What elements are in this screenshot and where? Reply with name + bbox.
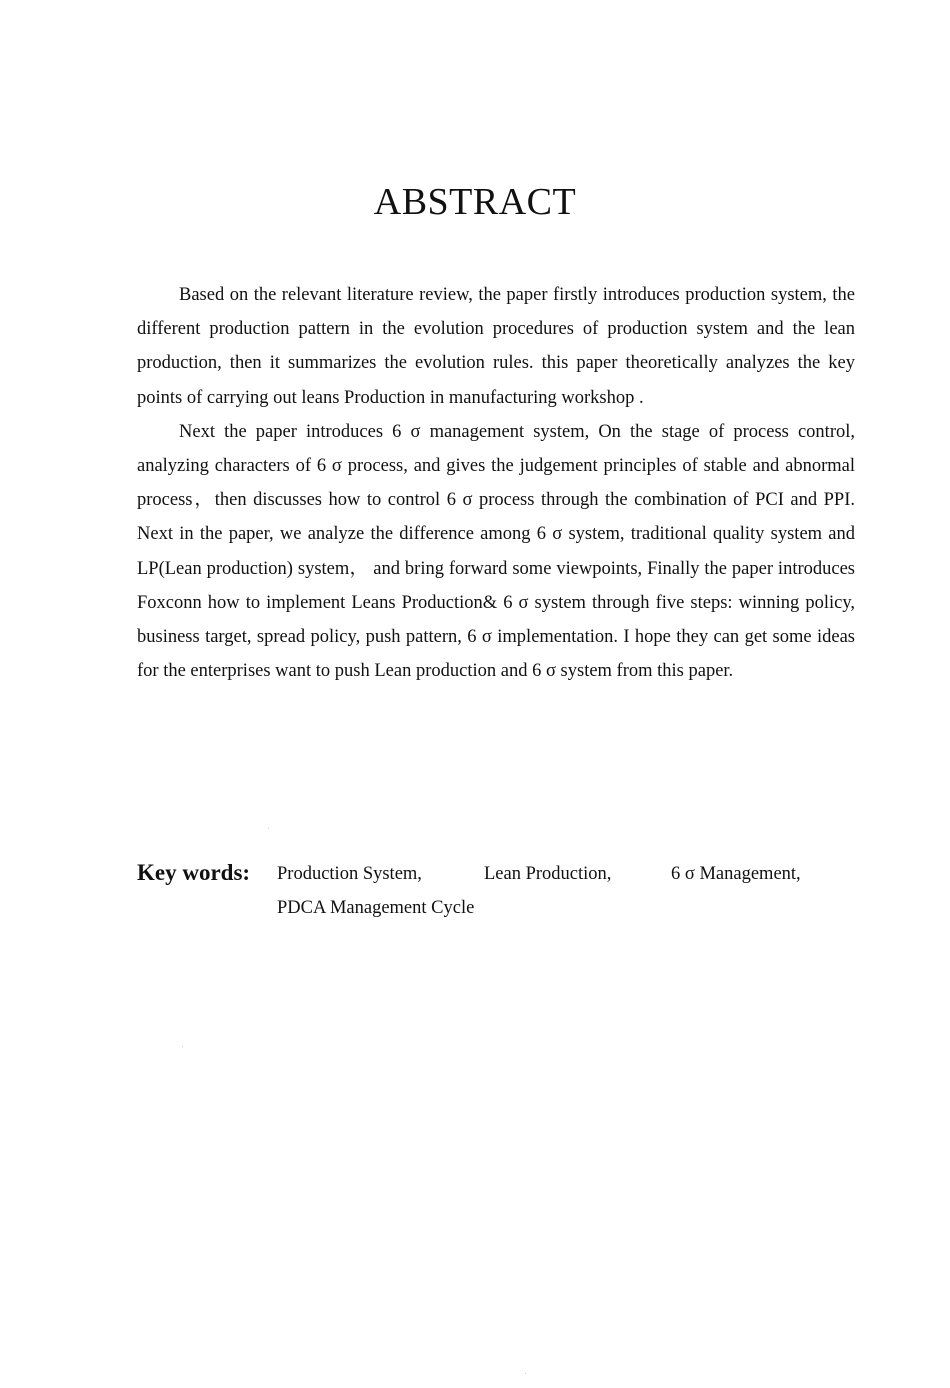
scan-speck <box>182 1046 183 1047</box>
keyword-item: Production System, <box>277 864 422 884</box>
scan-speck <box>268 828 269 829</box>
keyword-item: Lean Production, <box>484 864 612 884</box>
keyword-item: 6 σ Management, <box>671 864 801 884</box>
scan-speck <box>525 1373 526 1374</box>
abstract-body <box>137 278 855 688</box>
keywords-label: Key words: <box>137 860 251 885</box>
abstract-paragraph: Based on the relevant literature review, the paper firstly introduces production system, the different production pattern in the evolution procedures of production system and the lean production, then it summarizes the evolution rules. this paper theoretically analyzes the key points of carrying out leans Production in manufacturing workshop . <box>137 285 855 408</box>
abstract-title: ABSTRACT <box>373 181 577 223</box>
keyword-item: PDCA Management Cycle <box>277 898 475 918</box>
abstract-paragraph: Next the paper introduces 6 σ management system, On the stage of process control, analyzing characters of 6 σ process, and gives the judgement principles of stable and abnormal process，then discusses how to control 6 σ process through the combination of PCI and PPI. Next in the paper, we analyze the difference among 6 σ system, traditional quality system and LP(Lean production) system， and bring forward some viewpoints, Finally the paper introduces Foxconn how to implement Leans Production& 6 σ system through five steps: winning policy, business target, spread policy, push pattern, 6 σ implementation. I hope they can get some ideas for the enterprises want to push Lean production and 6 σ system from this paper. <box>137 421 855 682</box>
